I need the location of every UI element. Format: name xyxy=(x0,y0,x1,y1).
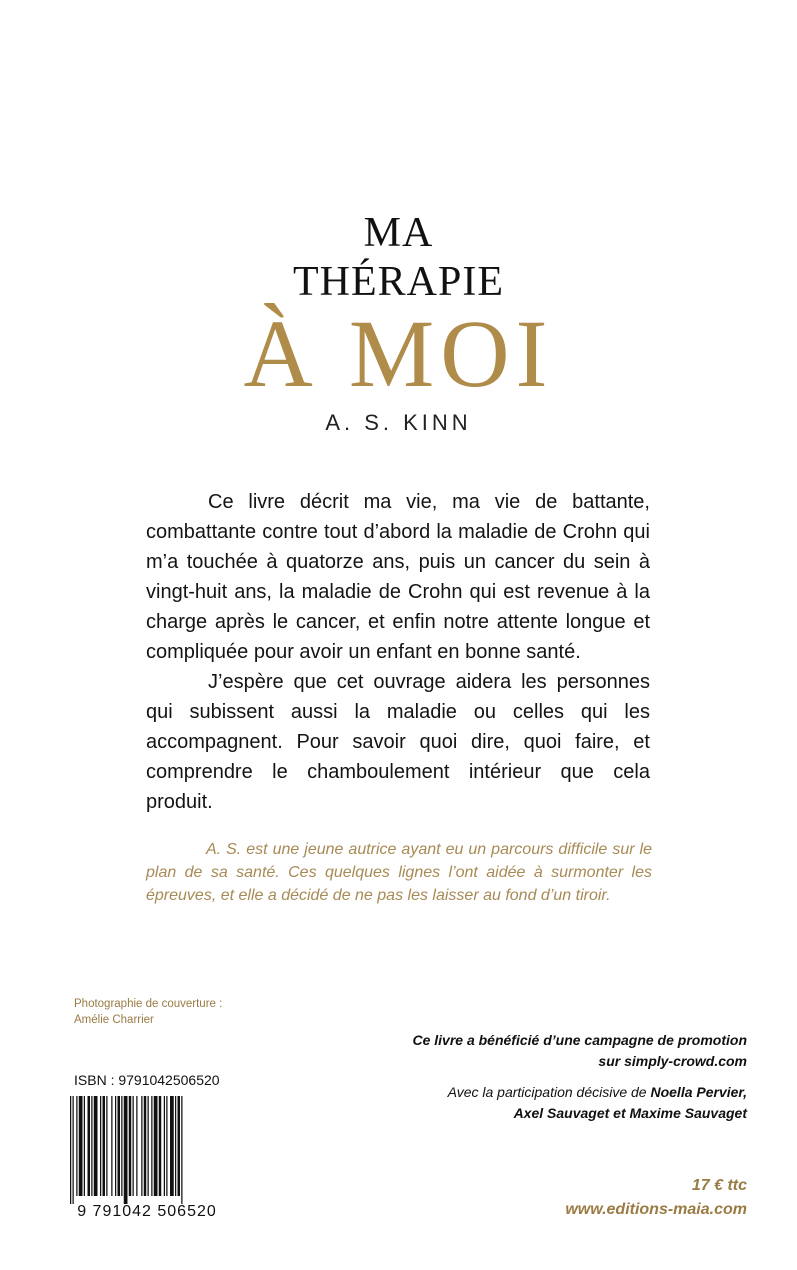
barcode-bar xyxy=(144,1096,147,1196)
barcode-bar xyxy=(181,1096,182,1204)
barcode-bar xyxy=(164,1096,165,1196)
barcode-bar xyxy=(129,1096,132,1196)
barcode-bar xyxy=(100,1096,101,1196)
barcode-bar xyxy=(79,1096,83,1196)
barcode-bar xyxy=(118,1096,121,1196)
promotion-notice xyxy=(327,1030,747,1072)
author-name: A. S. KINN xyxy=(325,410,472,435)
barcode-bar xyxy=(115,1096,116,1196)
barcode-bar xyxy=(148,1096,149,1196)
partners-names-1: Noella Pervier, xyxy=(650,1084,747,1100)
barcode-bar xyxy=(175,1096,176,1196)
barcode-bar xyxy=(111,1096,112,1196)
publisher-website[interactable]: www.editions-maia.com xyxy=(565,1201,747,1218)
promotion-line-2: sur simply-crowd.com xyxy=(598,1053,747,1069)
barcode-bar xyxy=(124,1096,128,1204)
partners-notice xyxy=(327,1082,747,1124)
title-line-3: À MOI xyxy=(243,300,554,407)
barcode-bar xyxy=(166,1096,167,1196)
partners-prefix: Avec la participation décisive de xyxy=(447,1084,647,1100)
summary-paragraph-2: J’espère que cet ouvrage aidera les personnes qui subissent aussi la maladie ou celles qui les accompagnent. Pour savoir quoi dire, quoi faire, et comprendre le chamboulement intérieur que cela produit. xyxy=(146,671,650,813)
barcode-bar xyxy=(159,1096,162,1196)
price: 17 € ttc xyxy=(691,1177,747,1194)
barcode-bar xyxy=(103,1096,106,1196)
photo-credit xyxy=(74,996,314,1028)
barcode-bar xyxy=(141,1096,142,1196)
barcode-bar xyxy=(106,1096,107,1196)
book-title xyxy=(0,210,797,407)
barcode-bar xyxy=(73,1096,74,1204)
barcode-bar xyxy=(154,1096,158,1196)
barcode-bar xyxy=(178,1096,181,1196)
photo-credit-name: Amélie Charrier xyxy=(74,1014,154,1026)
barcode-bar xyxy=(151,1096,152,1196)
barcode-bar xyxy=(70,1096,71,1204)
barcode-bar xyxy=(94,1096,98,1196)
barcode xyxy=(64,1094,230,1220)
barcode-bar xyxy=(170,1096,174,1196)
title-line-1: MA xyxy=(363,210,434,256)
barcode-bar xyxy=(84,1096,85,1196)
author-bio-text: A. S. est une jeune autrice ayant eu un parcours difficile sur le plan de sa santé. Ces quelques lignes l’ont aidée à surmonter les épreuves, et elle a décidé de ne pas les laisser au fond d’un tiroir. xyxy=(146,841,652,904)
partners-names-2: Axel Sauvaget et Maxime Sauvaget xyxy=(513,1105,747,1121)
barcode-bar xyxy=(121,1096,122,1196)
photo-credit-label: Photographie de couverture : xyxy=(74,998,223,1010)
barcode-bar xyxy=(91,1096,92,1196)
barcode-bar xyxy=(88,1096,91,1196)
title-line-2: THÉRAPIE xyxy=(293,259,504,305)
summary-paragraph-1: Ce livre décrit ma vie, ma vie de battante, combattante contre tout d’abord la maladie de Crohn qui m’a touchée à quatorze ans, puis un cancer du sein à vingt-huit ans, la maladie de Crohn qui est revenue à la charge après le cancer, et enfin notre attente longue et compliquée pour avoir un enfant en bonne santé. xyxy=(146,491,650,663)
isbn-text: ISBN : 9791042506520 xyxy=(74,1072,220,1088)
barcode-bar xyxy=(76,1096,77,1196)
promotion-line-1: Ce livre a bénéficié d’une campagne de promotion xyxy=(412,1032,747,1048)
book-summary xyxy=(146,487,650,817)
barcode-bar xyxy=(136,1096,137,1196)
barcode-bar xyxy=(133,1096,134,1196)
author-bio xyxy=(146,838,652,907)
barcode-digits: 9 791042 506520 xyxy=(77,1203,217,1220)
